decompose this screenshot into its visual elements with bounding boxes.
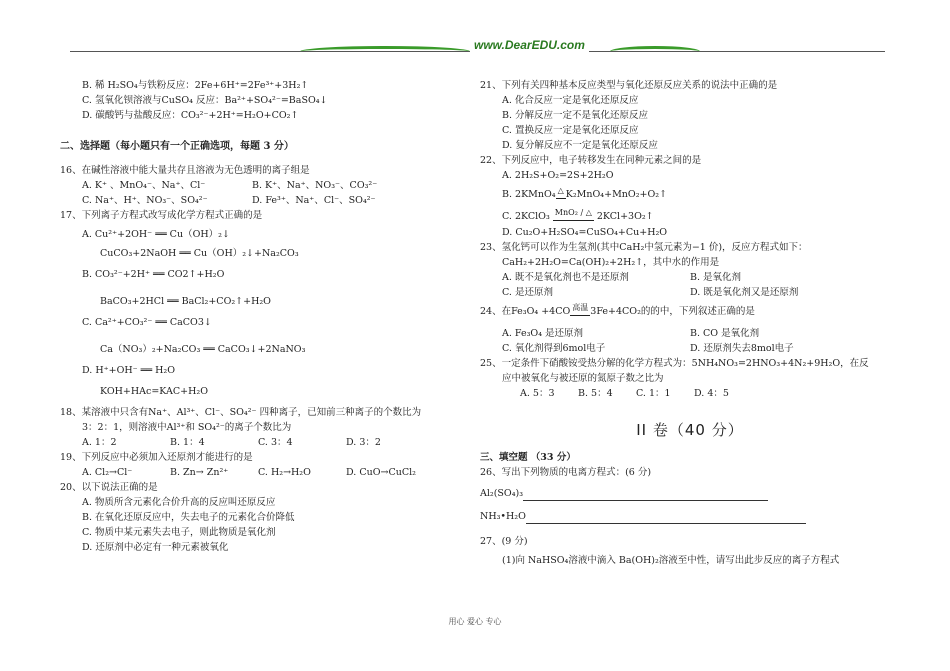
q24-option-b: B. CO 是氧化剂 bbox=[690, 328, 760, 339]
header-swoosh-left bbox=[300, 46, 470, 57]
q23-options-cd bbox=[480, 285, 900, 300]
q21-stem: 21、下列有关四种基本反应类型与氧化还原反应关系的说法中正确的是 bbox=[480, 80, 778, 91]
page-footer: 用心 爱心 专心 bbox=[448, 617, 502, 626]
q22-b-product: K₂MnO₄+MnO₂+O₂↑ bbox=[565, 189, 668, 200]
pre-option-d: D. 碳酸钙与盐酸反应：CO₃²⁻+2H⁺=H₂O+CO₂↑ bbox=[82, 110, 299, 121]
q17-a1: A. Cu²⁺+2OH⁻ ══ Cu（OH）₂↓ bbox=[82, 229, 230, 240]
q18-option-b: B. 1：4 bbox=[170, 437, 205, 448]
q22-option-d: D. Cu₂O+H₂SO₄=CuSO₄+Cu+H₂O bbox=[502, 227, 668, 238]
q17-c2: Ca（NO₃）₂+Na₂CO₃ ══ CaCO₃↓+2NaNO₃ bbox=[100, 344, 306, 355]
q24-stem-post: 3Fe+4CO₂的的中，下列叙述正确的是 bbox=[590, 306, 755, 317]
q24-option-a: A. Fe₃O₄ 是还原剂 bbox=[502, 328, 584, 339]
q22-c-product: 2KCl+3O₂↑ bbox=[596, 211, 654, 222]
q23-option-d: D. 既是氧化剂又是还原剂 bbox=[690, 287, 799, 298]
q16-options-ab bbox=[60, 178, 470, 193]
q25-option-d: D. 4：5 bbox=[694, 388, 729, 399]
q21-option-b: B. 分解反应一定不是氧化还原反应 bbox=[502, 110, 649, 121]
q16-option-b: B. K⁺、Na⁺、NO₃⁻、CO₃²⁻ bbox=[252, 180, 378, 191]
q24-stem bbox=[480, 304, 900, 320]
q23-option-a: A. 既不是氧化剂也不是还原剂 bbox=[502, 272, 629, 283]
q23-option-c: C. 是还原剂 bbox=[502, 287, 553, 298]
q27-stem: 27、(9 分) bbox=[480, 536, 528, 547]
q18-option-d: D. 3：2 bbox=[346, 437, 381, 448]
q16-stem: 16、在碱性溶液中能大量共存且溶液为无色透明的离子组是 bbox=[60, 165, 310, 176]
q17-c1: C. Ca²⁺+CO₃²⁻ ══ CaCO3↓ bbox=[82, 317, 212, 328]
q18-options bbox=[60, 435, 470, 450]
q25-option-a: A. 5：3 bbox=[520, 388, 555, 399]
q22-option-b bbox=[480, 187, 900, 203]
q23-stem-1: 23、氢化钙可以作为生氢剂(其中CaH₂中氢元素为−1 价)，反应方程式如下： bbox=[480, 242, 808, 253]
q20-option-b: B. 在氧化还原反应中，失去电子的元素化合价降低 bbox=[82, 512, 295, 523]
q23-option-b: B. 是氧化剂 bbox=[690, 272, 742, 283]
q17-a2: CuCO₃+2NaOH ══ Cu（OH）₂↓+Na₂CO₃ bbox=[100, 248, 299, 259]
pre-option-b: B. 稀 H₂SO₄与铁粉反应：2Fe+6H⁺=2Fe³⁺+3H₂↑ bbox=[82, 80, 309, 91]
q25-stem-1: 25、一定条件下硝酸铵受热分解的化学方程式为：5NH₄NO₃=2HNO₃+4N₂+9H₂O，在反 bbox=[480, 358, 869, 369]
pre-option-c: C. 氢氧化钡溶液与CuSO₄ 反应：Ba²⁺+SO₄²⁻=BaSO₄↓ bbox=[82, 95, 328, 106]
q19-stem: 19、下列反应中必须加入还原剂才能进行的是 bbox=[60, 452, 253, 463]
q23-stem-2: CaH₂+2H₂O=Ca(OH)₂+2H₂↑，其中水的作用是 bbox=[502, 257, 720, 268]
q17-b1: B. CO₃²⁻+2H⁺ ══ CO2↑+H₂O bbox=[82, 269, 225, 280]
q26-item-1 bbox=[480, 486, 900, 501]
q24-options-ab bbox=[480, 326, 900, 341]
q17-d2: KOH+HAc=KAC+H₂O bbox=[100, 386, 208, 397]
q25-option-c: C. 1：1 bbox=[636, 388, 671, 399]
q21-option-d: D. 复分解反应不一定是氧化还原反应 bbox=[502, 140, 658, 151]
q22-b-condition: △ bbox=[556, 183, 566, 199]
q23-options-ab bbox=[480, 270, 900, 285]
q22-b-reactant: B. 2KMnO₄ bbox=[502, 189, 556, 200]
q22-c-reactant: C. 2KClO₃ bbox=[502, 211, 550, 222]
part-2-title: II 卷（40 分） bbox=[636, 421, 744, 439]
q20-option-c: C. 物质中某元素失去电子，则此物质是氧化剂 bbox=[82, 527, 276, 538]
q20-option-a: A. 物质所含元素化合价升高的反应叫还原反应 bbox=[82, 497, 276, 508]
q16-option-a: A. K⁺ 、MnO₄⁻、Na⁺、Cl⁻ bbox=[82, 180, 206, 191]
q18-option-c: C. 3：4 bbox=[258, 437, 293, 448]
q16-option-c: C. Na⁺、H⁺、NO₃⁻、SO₄²⁻ bbox=[82, 195, 208, 206]
q18-option-a: A. 1：2 bbox=[82, 437, 117, 448]
q26-item-2 bbox=[480, 509, 900, 524]
q22-stem: 22、下列反应中，电子转移发生在同种元素之间的是 bbox=[480, 155, 702, 166]
q24-option-c: C. 氧化剂得到6mol电子 bbox=[502, 343, 606, 354]
q19-option-d: D. CuO→CuCl₂ bbox=[346, 467, 416, 478]
q19-option-a: A. Cl₂→Cl⁻ bbox=[82, 467, 133, 478]
page-header bbox=[70, 40, 885, 56]
right-column bbox=[480, 78, 900, 568]
q22-c-condition: MnO₂ / △ bbox=[553, 205, 594, 221]
q17-d1: D. H⁺+OH⁻ ══ H₂O bbox=[82, 365, 176, 376]
q26-item-1-label: Al₂(SO₄)₃ bbox=[480, 488, 524, 499]
q22-option-c bbox=[480, 209, 900, 225]
q19-option-b: B. Zn→ Zn²⁺ bbox=[170, 467, 229, 478]
q17-b2: BaCO₃+2HCl ══ BaCl₂+CO₂↑+H₂O bbox=[100, 296, 271, 307]
q16-options-cd bbox=[60, 193, 470, 208]
q17-stem: 17、下列离子方程式改写成化学方程式正确的是 bbox=[60, 210, 263, 221]
q24-stem-pre: 24、在Fe₃O₄ +4CO bbox=[480, 306, 571, 317]
header-swoosh-right bbox=[610, 46, 700, 57]
q18-stem-2: 3：2：1，则溶液中Al³⁺和 SO₄²⁻的离子个数比为 bbox=[82, 422, 292, 433]
q25-option-b: B. 5：4 bbox=[578, 388, 613, 399]
q19-option-c: C. H₂→H₂O bbox=[258, 467, 311, 478]
q26-item-2-label: NH₃•H₂O bbox=[480, 511, 526, 522]
q19-options bbox=[60, 465, 470, 480]
q22-option-a: A. 2H₂S+O₂=2S+2H₂O bbox=[502, 170, 614, 181]
q21-option-c: C. 置换反应一定是氧化还原反应 bbox=[502, 125, 639, 136]
q26-answer-blank-2[interactable] bbox=[526, 512, 806, 524]
q20-option-d: D. 还原剂中必定有一种元素被氧化 bbox=[82, 542, 229, 553]
q25-options bbox=[480, 386, 900, 401]
q27-sub-1: (1)向 NaHSO₄溶液中滴入 Ba(OH)₂溶液至中性，请写出此步反应的离子方程式 bbox=[502, 555, 840, 566]
q26-answer-blank-1[interactable] bbox=[523, 489, 768, 501]
q24-options-cd bbox=[480, 341, 900, 356]
q21-option-a: A. 化合反应一定是氧化还原反应 bbox=[502, 95, 639, 106]
section-3-heading: 三、填空题 （33 分） bbox=[480, 452, 576, 463]
q20-stem: 20、以下说法正确的是 bbox=[60, 482, 158, 493]
site-logo: www.DearEDU.com bbox=[470, 38, 589, 52]
q24-option-d: D. 还原剂失去8mol电子 bbox=[690, 343, 794, 354]
q18-stem-1: 18、某溶液中只含有Na⁺、Al³⁺、Cl⁻、SO₄²⁻ 四种离子，已知前三种离子的个数比为 bbox=[60, 407, 422, 418]
q26-stem: 26、写出下列物质的电离方程式：(6 分) bbox=[480, 467, 652, 478]
q25-stem-2: 应中被氧化与被还原的氮原子数之比为 bbox=[502, 373, 664, 384]
section-2-heading: 二、选择题（每小题只有一个正确选项，每题 3 分） bbox=[60, 141, 294, 152]
q16-option-d: D. Fe³⁺、Na⁺、Cl⁻、SO₄²⁻ bbox=[252, 195, 376, 206]
left-column bbox=[60, 78, 470, 555]
q24-condition: 高温 bbox=[570, 300, 590, 316]
